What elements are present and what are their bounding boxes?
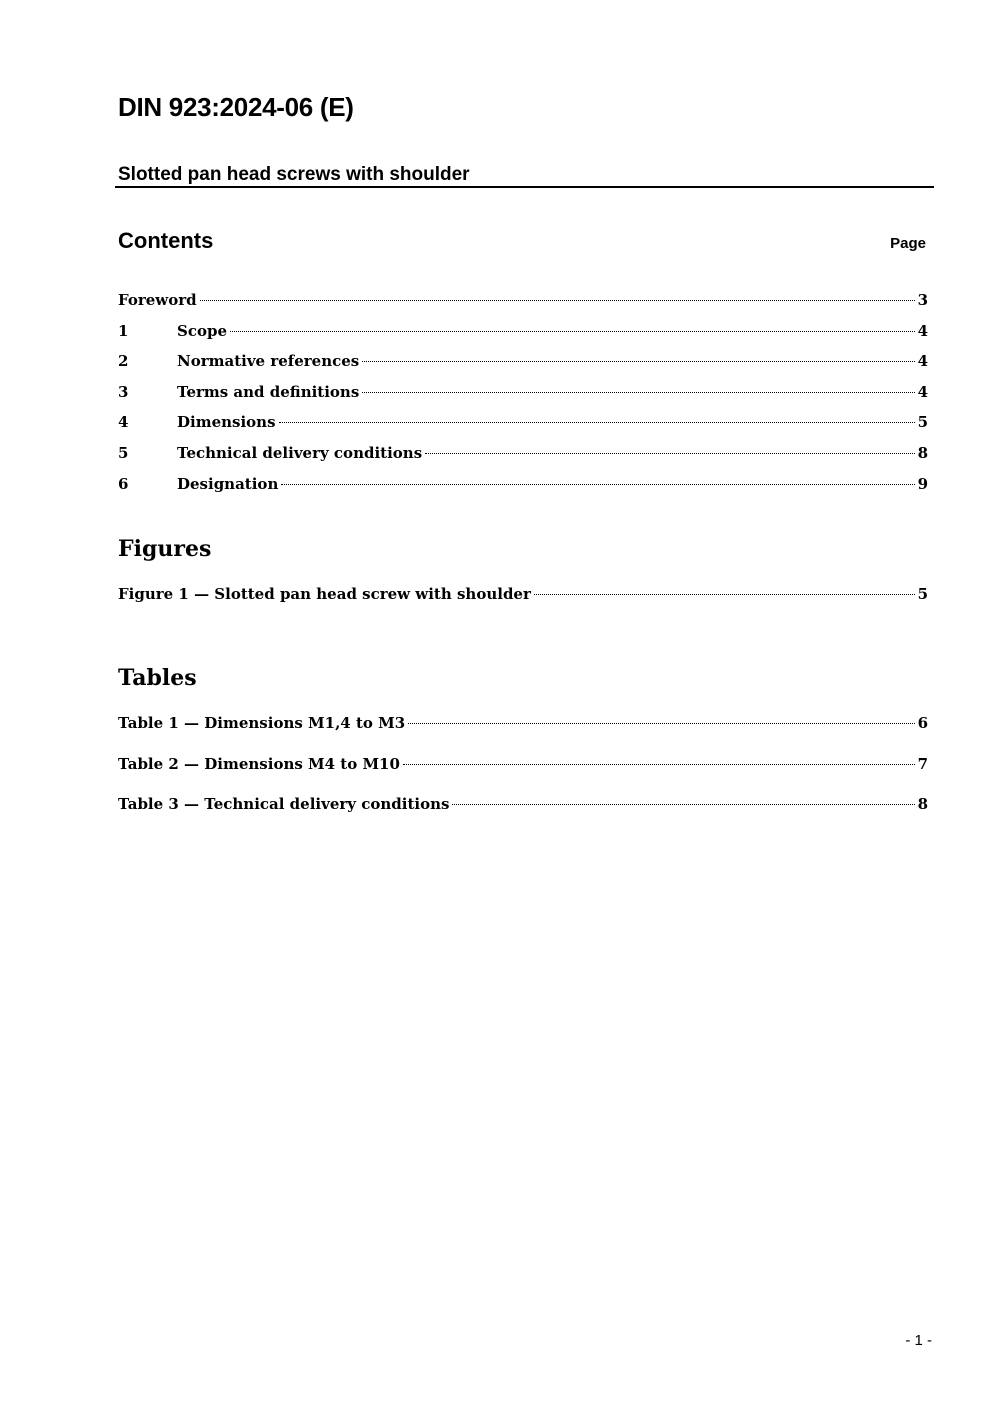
table-entry-page: 6 bbox=[917, 714, 928, 732]
toc-leader bbox=[425, 453, 914, 454]
table-entry-2[interactable] bbox=[118, 755, 928, 775]
toc-entry-number: 1 bbox=[118, 322, 129, 340]
toc-entry-title: Normative references bbox=[177, 352, 360, 370]
toc-entry-title: Scope bbox=[177, 322, 228, 340]
toc-entry-title: Foreword bbox=[118, 291, 197, 309]
toc-entry-page: 4 bbox=[917, 352, 928, 370]
toc-entry-page: 4 bbox=[917, 383, 928, 401]
toc-entry-foreword[interactable] bbox=[118, 291, 928, 311]
toc-leader bbox=[200, 300, 915, 301]
table-entry-page: 8 bbox=[917, 795, 928, 813]
figure-entry-page: 5 bbox=[917, 585, 928, 603]
toc-entry-page: 5 bbox=[917, 413, 928, 431]
table-entry-1[interactable] bbox=[118, 714, 928, 734]
toc-entry-title: Terms and definitions bbox=[177, 383, 360, 401]
toc-entry-scope[interactable] bbox=[118, 322, 928, 342]
toc-entry-page: 9 bbox=[917, 475, 928, 493]
toc-entry-title: Designation bbox=[177, 475, 279, 493]
toc-entry-page: 8 bbox=[917, 444, 928, 462]
toc-entry-normative-references[interactable] bbox=[118, 352, 928, 372]
document-subtitle: Slotted pan head screws with shoulder bbox=[118, 164, 470, 185]
toc-leader bbox=[281, 484, 914, 485]
document-id: DIN 923:2024-06 (E) bbox=[118, 92, 354, 122]
toc-leader bbox=[230, 331, 915, 332]
toc-entry-number: 3 bbox=[118, 383, 129, 401]
tables-heading: Tables bbox=[118, 665, 197, 691]
table-entry-page: 7 bbox=[917, 755, 928, 773]
figures-heading: Figures bbox=[118, 536, 212, 562]
toc-entry-number: 4 bbox=[118, 413, 129, 431]
table-entry-3[interactable] bbox=[118, 795, 928, 815]
toc-entry-technical-delivery-conditions[interactable] bbox=[118, 444, 928, 464]
toc-entry-dimensions[interactable] bbox=[118, 413, 928, 433]
table-entry-title: Table 3 — Technical delivery conditions bbox=[118, 795, 450, 813]
page-number: - 1 - bbox=[905, 1332, 932, 1349]
toc-entry-title: Dimensions bbox=[177, 413, 276, 431]
table-entry-title: Table 2 — Dimensions M4 to M10 bbox=[118, 755, 400, 773]
figure-entry-1[interactable] bbox=[118, 585, 928, 605]
toc-leader bbox=[362, 392, 914, 393]
toc-entry-number: 6 bbox=[118, 475, 129, 493]
toc-entry-number: 5 bbox=[118, 444, 129, 462]
toc-leader bbox=[408, 723, 914, 724]
toc-leader bbox=[362, 361, 914, 362]
toc-entry-page: 4 bbox=[917, 322, 928, 340]
table-entry-title: Table 1 — Dimensions M1,4 to M3 bbox=[118, 714, 406, 732]
toc-entry-title: Technical delivery conditions bbox=[177, 444, 423, 462]
toc-leader bbox=[403, 764, 915, 765]
toc-leader bbox=[279, 422, 915, 423]
toc-entry-designation[interactable] bbox=[118, 475, 928, 495]
title-rule bbox=[115, 186, 934, 188]
toc-entry-terms-and-definitions[interactable] bbox=[118, 383, 928, 403]
toc-entry-page: 3 bbox=[917, 291, 928, 309]
figure-entry-title: Figure 1 — Slotted pan head screw with shoulder bbox=[118, 585, 531, 603]
toc-leader bbox=[534, 594, 915, 595]
toc-entry-number: 2 bbox=[118, 352, 129, 370]
contents-heading: Contents bbox=[118, 228, 214, 253]
page-column-label: Page bbox=[890, 235, 926, 252]
toc-leader bbox=[452, 804, 914, 805]
